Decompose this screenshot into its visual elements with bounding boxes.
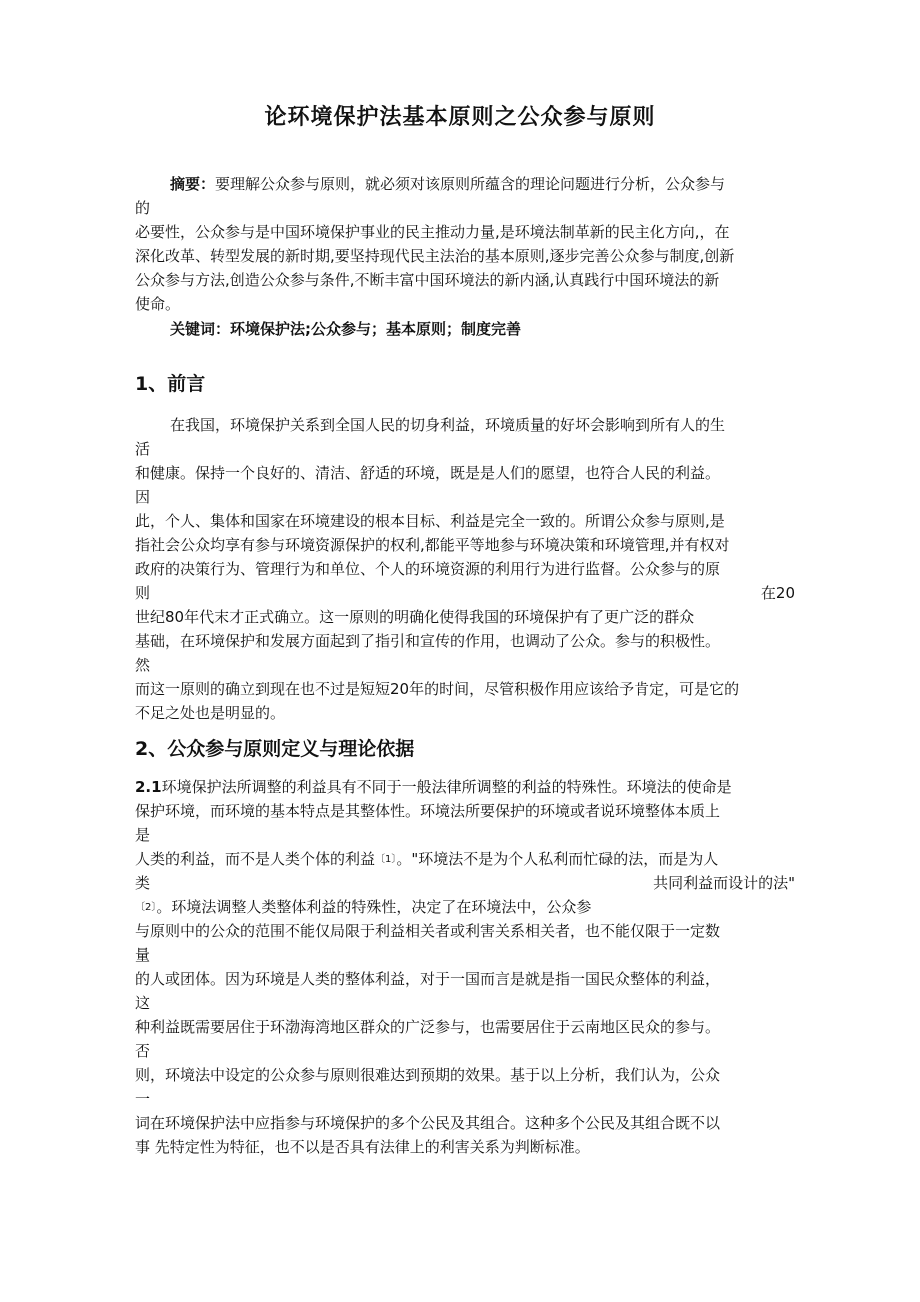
section1-line-right: 在20 (760, 584, 795, 602)
section2-text: 。环境法调整人类整体利益的特殊性，决定了在环境法中，公众参 (156, 898, 592, 916)
abstract-line: 的 (135, 199, 151, 217)
citation-ref: 〔2〕 (135, 902, 157, 913)
section2-line: 事 先特定性为特征，也不以是否具有法律上的利害关系为判断标准。 (135, 1138, 590, 1156)
section1-line: 然 (135, 656, 151, 674)
keywords-text: 环境保护法;公众参与；基本原则；制度完善 (230, 320, 522, 338)
section2-line (135, 897, 795, 918)
section1-line: 而这一原则的确立到现在也不过是短短20年的时间，尽管积极作用应该给予肯定，可是它的 (135, 680, 740, 698)
section1-line: 和健康。保持一个良好的、清洁、舒适的环境，既是是人们的愿望，也符合人民的利益。 (135, 464, 721, 482)
section2-line: 与原则中的公众的范围不能仅局限于利益相关者或利害关系相关者，也不能仅限于一定数 (135, 922, 721, 940)
section1-line: 不足之处也是明显的。 (135, 704, 286, 722)
section1-line: 基础，在环境保护和发展方面起到了指引和宣传的作用，也调动了公众。参与的积极性。 (135, 632, 721, 650)
section2-line: 类 (135, 874, 151, 892)
section1-line: 指社会公众均享有参与环境资源保护的权利,都能平等地参与环境决策和环境管理,并有权对 (135, 536, 730, 554)
section2-line: 的人或团体。因为环境是人类的整体利益，对于一国而言是就是指一国民众整体的利益， (135, 970, 721, 988)
section1-line: 此，个人、集体和国家在环境建设的根本目标、利益是完全一致的。所谓公众参与原则,是 (135, 512, 725, 530)
section2-text: 人类的利益，而不是人类个体的利益 (135, 850, 376, 868)
section2-first-line (135, 777, 795, 797)
abstract-label: 摘要： (170, 175, 216, 193)
section2-line (135, 849, 795, 870)
section2-line: 否 (135, 1042, 151, 1060)
section1-line: 则 (135, 584, 151, 602)
section2-line: 保护环境，而环境的基本特点是其整体性。环境法所要保护的环境或者说环境整体本质上 (135, 802, 721, 820)
abstract-text: 要理解公众参与原则，就必须对该原则所蕴含的理论问题进行分析，公众参与 (215, 175, 726, 193)
section2-line: 这 (135, 994, 151, 1012)
section1-line: 世纪80年代末才正式确立。这一原则的明确化使得我国的环境保护有了更广泛的群众 (135, 608, 695, 626)
section2-first-text: 环境保护法所调整的利益具有不同于一般法律所调整的利益的特殊性。环境法的使命是 (161, 778, 732, 796)
section1-line: 在我国，环境保护关系到全国人民的切身利益，环境质量的好坏会影响到所有人的生 (170, 416, 726, 434)
section2-line: 则，环境法中设定的公众参与原则很难达到预期的效果。基于以上分析，我们认为，公众 (135, 1066, 721, 1084)
section2-line-right: 共同利益而设计的法" (653, 874, 795, 892)
section2-line: 种利益既需要居住于环渤海湾地区群众的广泛参与，也需要居住于云南地区民众的参与。 (135, 1018, 721, 1036)
section1-line: 政府的决策行为、管理行为和单位、个人的环境资源的利用行为进行监督。公众参与的原 (135, 560, 721, 578)
section2-line: 词在环境保护法中应指参与环境保护的多个公民及其组合。这种多个公民及其组合既不以 (135, 1114, 721, 1132)
keywords-line (170, 319, 830, 339)
section2-text: 。"环境法不是为个人私利而忙碌的法，而是为人 (396, 850, 719, 868)
citation-ref: 〔1〕 (375, 854, 397, 865)
keywords-label: 关键词： (170, 320, 231, 338)
section2-line: 是 (135, 826, 151, 844)
abstract-first-line (170, 174, 830, 194)
section1-line: 活 (135, 440, 151, 458)
section1-line: 因 (135, 488, 151, 506)
abstract-line: 公众参与方法,创造公众参与条件,不断丰富中国环境法的新内涵,认真践行中国环境法的新 (135, 271, 720, 289)
subsection-number: 2.1 (135, 778, 162, 796)
section2-line: 一 (135, 1090, 151, 1108)
section1-heading: 1、前言 (135, 373, 206, 395)
abstract-line: 必要性，公众参与是中国环境保护事业的民主推动力量,是环境法制革新的民主化方向,，在 (135, 223, 730, 241)
document-title: 论环境保护法基本原则之公众参与原则 (264, 105, 656, 130)
abstract-line: 使命。 (135, 295, 181, 313)
section2-line: 量 (135, 946, 151, 964)
abstract-line: 深化改革、转型发展的新时期,要坚持现代民主法治的基本原则,逐步完善公众参与制度,创新 (135, 247, 735, 265)
section2-heading: 2、公众参与原则定义与理论依据 (135, 738, 415, 760)
